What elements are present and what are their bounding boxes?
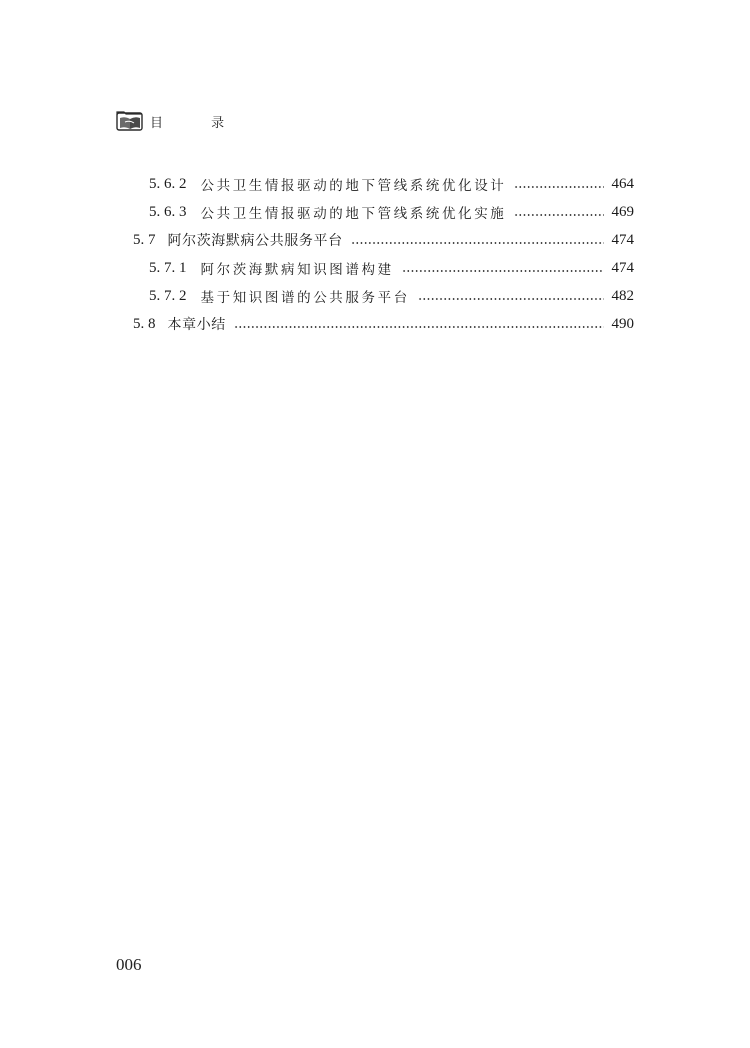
- toc-entry-title: 基于知识图谱的公共服务平台: [200, 290, 410, 306]
- toc-entry-title: 公共卫生情报驱动的地下管线系统优化设计: [200, 178, 507, 194]
- toc-leader-dots: [514, 186, 603, 188]
- toc-entry-title: 本章小结: [167, 317, 226, 333]
- toc-entry-number: 5. 7. 1: [149, 259, 187, 276]
- toc-entry[interactable]: [133, 228, 634, 252]
- book-folder-icon: [116, 110, 144, 132]
- toc-entry-number: 5. 6. 2: [149, 175, 187, 192]
- page-header-title: 目 录: [150, 115, 247, 131]
- toc-leader-dots: [514, 214, 603, 216]
- page-header: [116, 110, 246, 132]
- toc-entry[interactable]: [149, 284, 634, 308]
- page-number: 006: [116, 955, 142, 974]
- toc-entry[interactable]: [149, 172, 634, 196]
- toc-entry-number: 5. 6. 3: [149, 203, 187, 220]
- toc-entry-number: 5. 7: [133, 231, 156, 248]
- toc-entry-number: 5. 7. 2: [149, 287, 187, 304]
- toc-entry[interactable]: [149, 256, 634, 280]
- toc-entry-number: 5. 8: [133, 315, 156, 332]
- toc-entry[interactable]: [149, 200, 634, 224]
- toc-leader-dots: [234, 326, 604, 328]
- toc-entry[interactable]: [133, 312, 634, 336]
- toc-entry-page: 474: [611, 259, 634, 276]
- toc-entry-page: 474: [611, 231, 634, 248]
- toc-entry-title: 公共卫生情报驱动的地下管线系统优化实施: [200, 206, 507, 222]
- toc-entry-title: 阿尔茨海默病公共服务平台: [167, 233, 343, 249]
- toc-entry-page: 469: [611, 203, 634, 220]
- toc-leader-dots: [351, 242, 604, 244]
- toc-entry-title: 阿尔茨海默病知识图谱构建: [200, 262, 394, 278]
- toc-leader-dots: [418, 298, 604, 300]
- toc-entry-page: 482: [611, 287, 634, 304]
- toc-entry-page: 490: [611, 315, 634, 332]
- toc-leader-dots: [402, 270, 604, 272]
- toc-entry-page: 464: [611, 175, 634, 192]
